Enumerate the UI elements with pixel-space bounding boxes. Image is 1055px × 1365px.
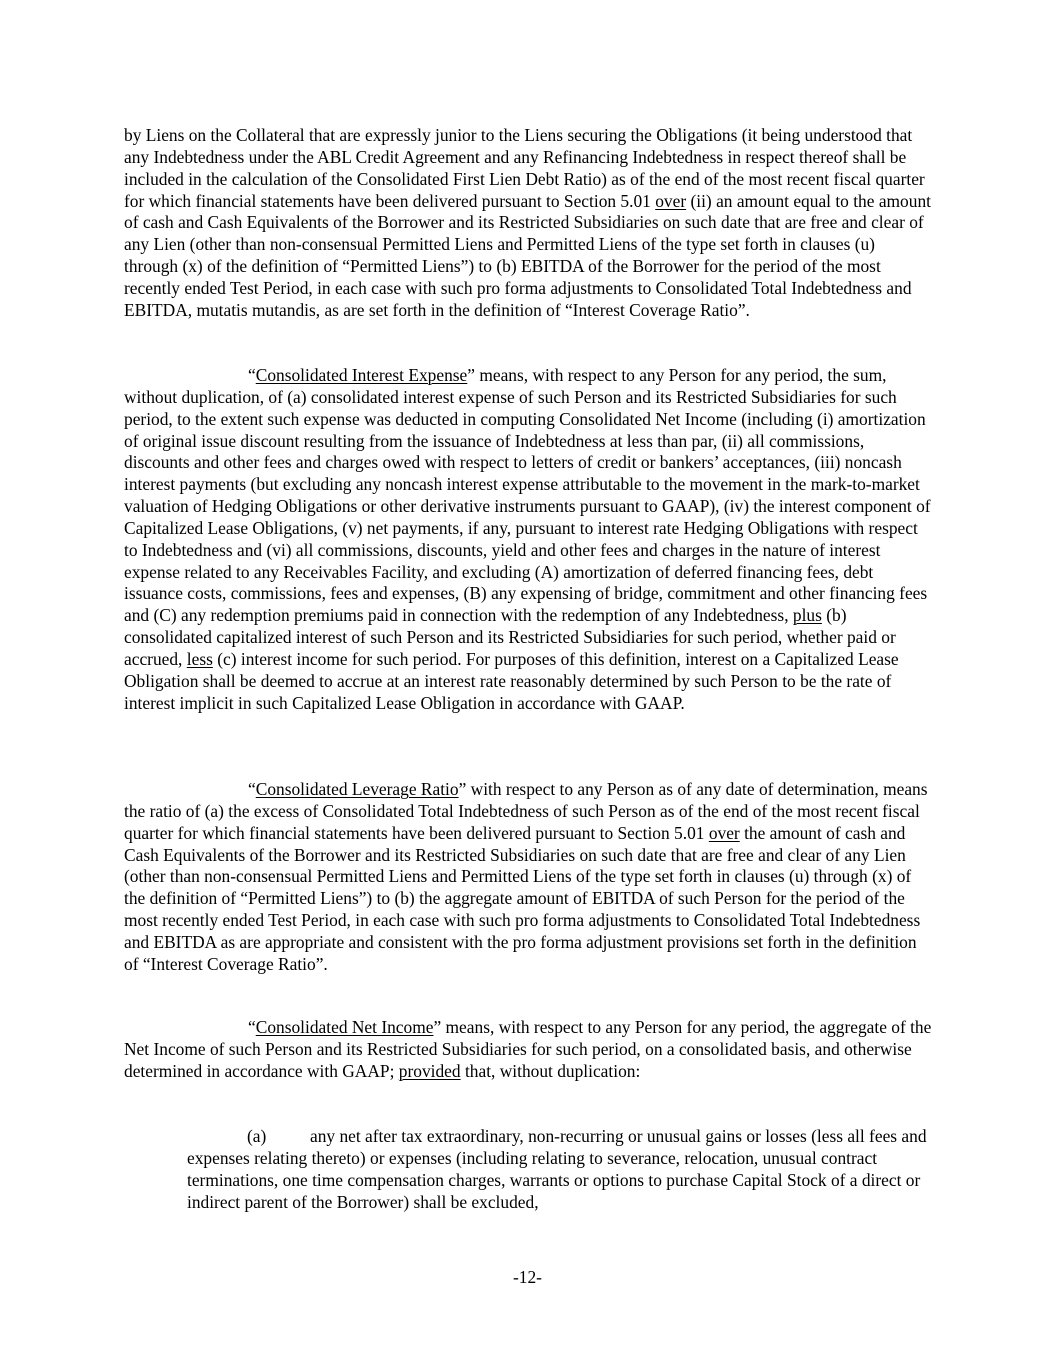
definition-text: that, without duplication: <box>460 1060 641 1081</box>
defined-term: Consolidated Net Income <box>255 1017 434 1037</box>
definition-text: ” with respect to any Person as of any date of determination, means the ratio of (a) the excess of Consolidated Total Indebtedness of such Person as of the end of the most recent fiscal quarter for which financial statements have been delivered pursuant to Section 5.01 <box>124 779 928 843</box>
continuation-text: by Liens on the Collateral that are expressly junior to the Liens securing the Obligations (it being understood that any Indebtedness under the ABL Credit Agreement and any Refinancing Indebtedness in respect thereof shall be included in the calculation of the Consolidated First Lien Debt Ratio) as of the end of the most recent fiscal quarter for which financial statements have been delivered pursuant to Section 5.01 <box>124 125 925 211</box>
definition-text: ” means, with respect to any Person for any period, the sum, without duplication, of (a) consolidated interest expense of such Person and its Restricted Subsidiaries for such period, to the extent such expense was deducted in computing Consolidated Net Income (including (i) amortization of original issue discount resulting from the issuance of Indebtedness at less than par, (ii) all commissions, discounts and other fees and charges owed with respect to letters of credit or bankers’ acceptances, (iii) noncash interest payments (but excluding any noncash interest expense attributable to the movement in the mark-to-market valuation of Hedging Obligations or other derivative instruments pursuant to GAAP), (iv) the interest component of Capitalized Lease Obligations, (v) net payments, if any, pursuant to interest rate Hedging Obligations with respect to Indebtedness and (vi) all commissions, discounts, yield and other fees and charges in the nature of interest expense related to any Receivables Facility, and excluding (A) amortization of deferred financing fees, debt issuance costs, commissions, fees and expenses, (B) any expensing of bridge, commitment and other financing fees and (C) any redemption premiums paid in connection with the redemption of any Indebtedness, <box>124 365 931 626</box>
open-quote: “ <box>248 779 256 799</box>
underlined-over: over <box>655 190 687 211</box>
defined-term: Consolidated Interest Expense <box>255 365 468 385</box>
defined-term: Consolidated Leverage Ratio <box>255 779 459 799</box>
definition-consolidated-leverage-ratio <box>124 779 932 976</box>
definition-text: (c) interest income for such period. For purposes of this definition, interest on a Capitalized Lease Obligation shall be deemed to accrue at an interest rate reasonably determined by such Person to be the rate of interest implicit in such Capitalized Lease Obligation in accordance with GAAP. <box>124 648 899 713</box>
open-quote: “ <box>248 1017 256 1037</box>
definition-text: the amount of cash and Cash Equivalents of the Borrower and its Restricted Subsidiaries on such date that are free and clear of any Lien (other than non-consensual Permitted Liens and Permitted Liens of the type set forth in clauses (u) through (x) of the definition of “Permitted Liens”) to (b) the aggregate amount of EBITDA of such Person for the period of the most recently ended Test Period, in each case with such pro forma adjustments to Consolidated Total Indebtedness and EBITDA as are appropriate and consistent with the pro forma adjustment provisions set forth in the definition of “Interest Coverage Ratio”. <box>124 822 921 974</box>
underlined-less: less <box>186 648 213 669</box>
clause-a <box>187 1126 932 1213</box>
underlined-provided: provided <box>398 1060 461 1081</box>
clause-text: any net after tax extraordinary, non-recurring or unusual gains or losses (less all fees and expenses relating thereto) or expenses (including relating to severance, relocation, unusual contract terminations, one time compensation charges, warrants or options to purchase Capital Stock of a direct or indirect parent of the Borrower) shall be excluded, <box>187 1126 927 1212</box>
underlined-plus: plus <box>792 605 822 626</box>
definition-consolidated-interest-expense <box>124 365 932 715</box>
open-quote: “ <box>248 365 256 385</box>
underlined-over: over <box>708 822 740 843</box>
definition-text: ” means, with respect to any Person for any period, the aggregate of the Net Income of such Person and its Restricted Subsidiaries for such period, on a consolidated basis, and otherwise determined in accordance with GAAP; <box>124 1017 932 1081</box>
definition-consolidated-net-income <box>124 1017 932 1083</box>
page-number: -12- <box>513 1267 542 1287</box>
clause-label: (a) <box>247 1126 267 1146</box>
definition-text: (b) consolidated capitalized interest of such Person and its Restricted Subsidiaries for such period, whether paid or accrued, <box>124 605 896 669</box>
continuation-text: (ii) an amount equal to the amount of cash and Cash Equivalents of the Borrower and its Restricted Subsidiaries on such date that are free and clear of any Lien (other than non-consensual Permitted Liens and Permitted Liens of the type set forth in clauses (u) through (x) of the definition of “Permitted Liens”) to (b) EBITDA of the Borrower for the period of the most recently ended Test Period, in each case with such pro forma adjustments to Consolidated Total Indebtedness and EBITDA, mutatis mutandis, as are set forth in the definition of “Interest Coverage Ratio”. <box>124 190 931 320</box>
paragraph-continuation <box>124 125 932 322</box>
